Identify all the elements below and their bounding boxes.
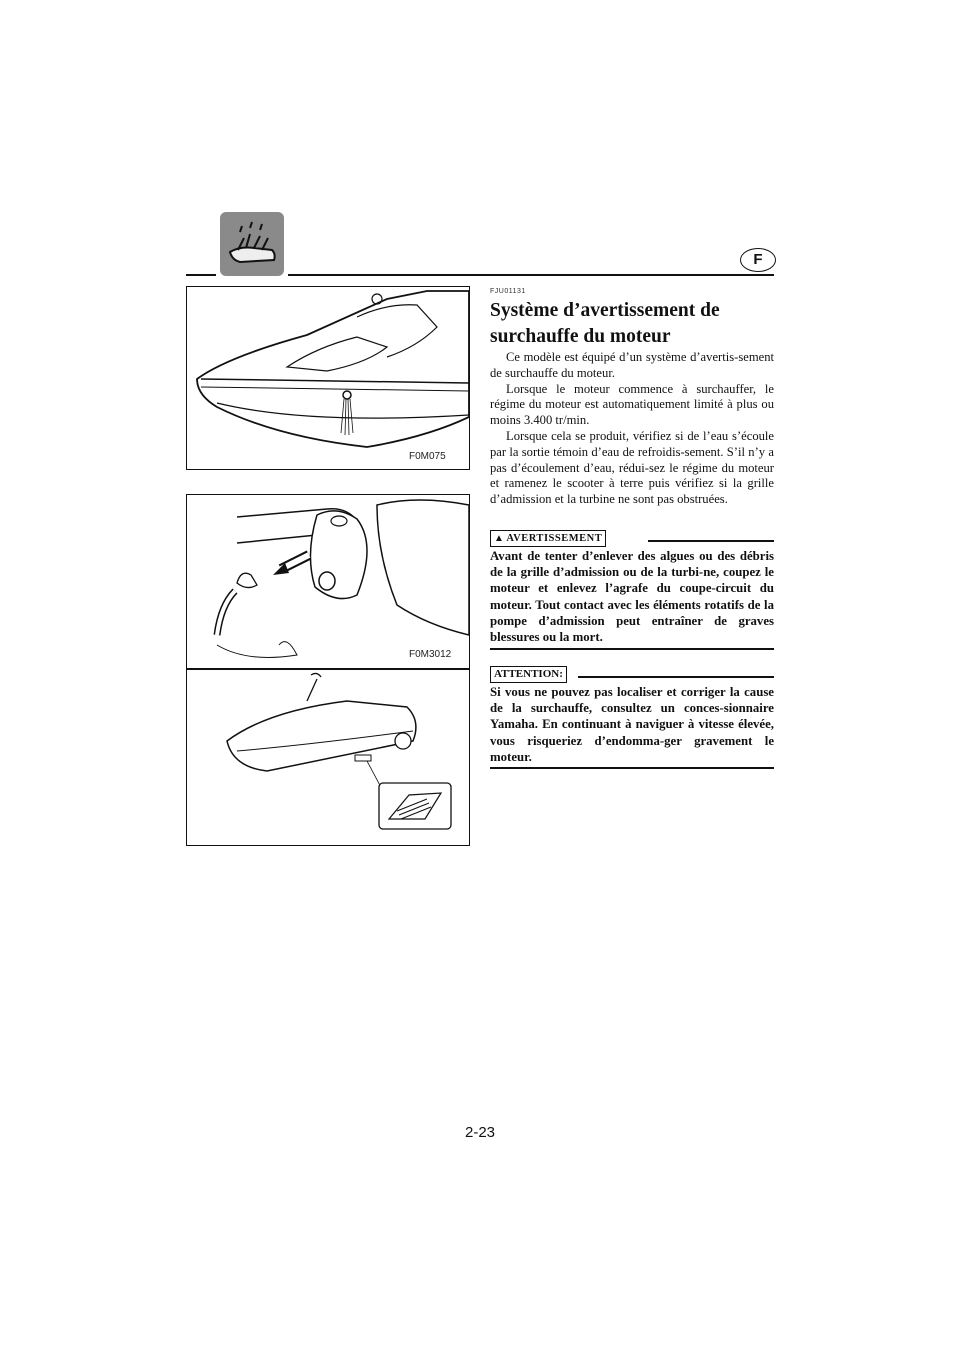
reference-code: FJU01131 — [490, 288, 526, 295]
paragraph: Lorsque le moteur commence à surchauffer, le régime du moteur est automatiquement limité à plus ou moins 3.400 tr/min. — [490, 381, 774, 428]
warning-triangle-icon: ▲ — [494, 533, 505, 544]
section-body — [490, 350, 774, 508]
warning-header-rule — [648, 540, 774, 542]
figure-divider — [186, 668, 470, 670]
warning-bottom-rule — [490, 648, 774, 650]
header-rule-right — [288, 274, 774, 276]
figure-code: F0M3012 — [409, 649, 452, 660]
attention-text: Si vous ne pouvez pas localiser et corriger la cause de la surchauffe, consultez un conces-sionnaire Yamaha. En continuant à naviguer à vitesse élevée, vous risqueriez d’endomma-ger gravement le moteur. — [490, 685, 774, 764]
warning-text: Avant de tenter d’enlever des algues ou des débris de la grille d’admission ou de la turbi-ne, coupez le moteur et enlevez l’agrafe du coupe-circuit du moteur. Tout contact avec les éléments rotatifs de la pompe d’admission peut entraîner de graves blessures ou la mort. — [490, 549, 774, 645]
header-rule-left — [186, 274, 216, 276]
attention-header-rule — [578, 676, 774, 678]
lanyard-illustration — [187, 495, 469, 669]
language-badge: F — [740, 248, 776, 272]
section-title — [490, 298, 774, 350]
intake-grate-illustration — [187, 671, 469, 843]
figure-code: F0M075 — [409, 451, 446, 462]
attention-header — [490, 664, 774, 682]
warning-label-text: AVERTISSEMENT — [506, 533, 603, 544]
figure-lanyard-and-intake — [186, 494, 470, 846]
title-line-2: surchauffe du moteur — [490, 326, 671, 347]
paragraph: Ce modèle est équipé d’un système d’avertis-sement de surchauffe du moteur. — [490, 350, 774, 380]
paragraph: Lorsque cela se produit, vérifiez si de l’eau s’écoule par la sortie témoin d’eau de refroidis-sement. S’il n’y a pas d’écoulement d’eau, rédui-sez le régime du moteur et ramenez le scooter à terre puis vérifiez si la grille d’admission et la turbine ne sont pas obstruées. — [490, 428, 774, 507]
watercraft-side-illustration — [187, 287, 469, 469]
watercraft-section-icon — [220, 212, 284, 276]
figure-watercraft-side — [186, 286, 470, 470]
attention-label: ATTENTION: — [490, 666, 567, 683]
title-line-1: Système d’avertissement de — [490, 300, 720, 321]
warning-label — [490, 530, 606, 547]
attention-bottom-rule — [490, 767, 774, 769]
warning-header — [490, 528, 774, 546]
page-number: 2-23 — [464, 1124, 496, 1141]
